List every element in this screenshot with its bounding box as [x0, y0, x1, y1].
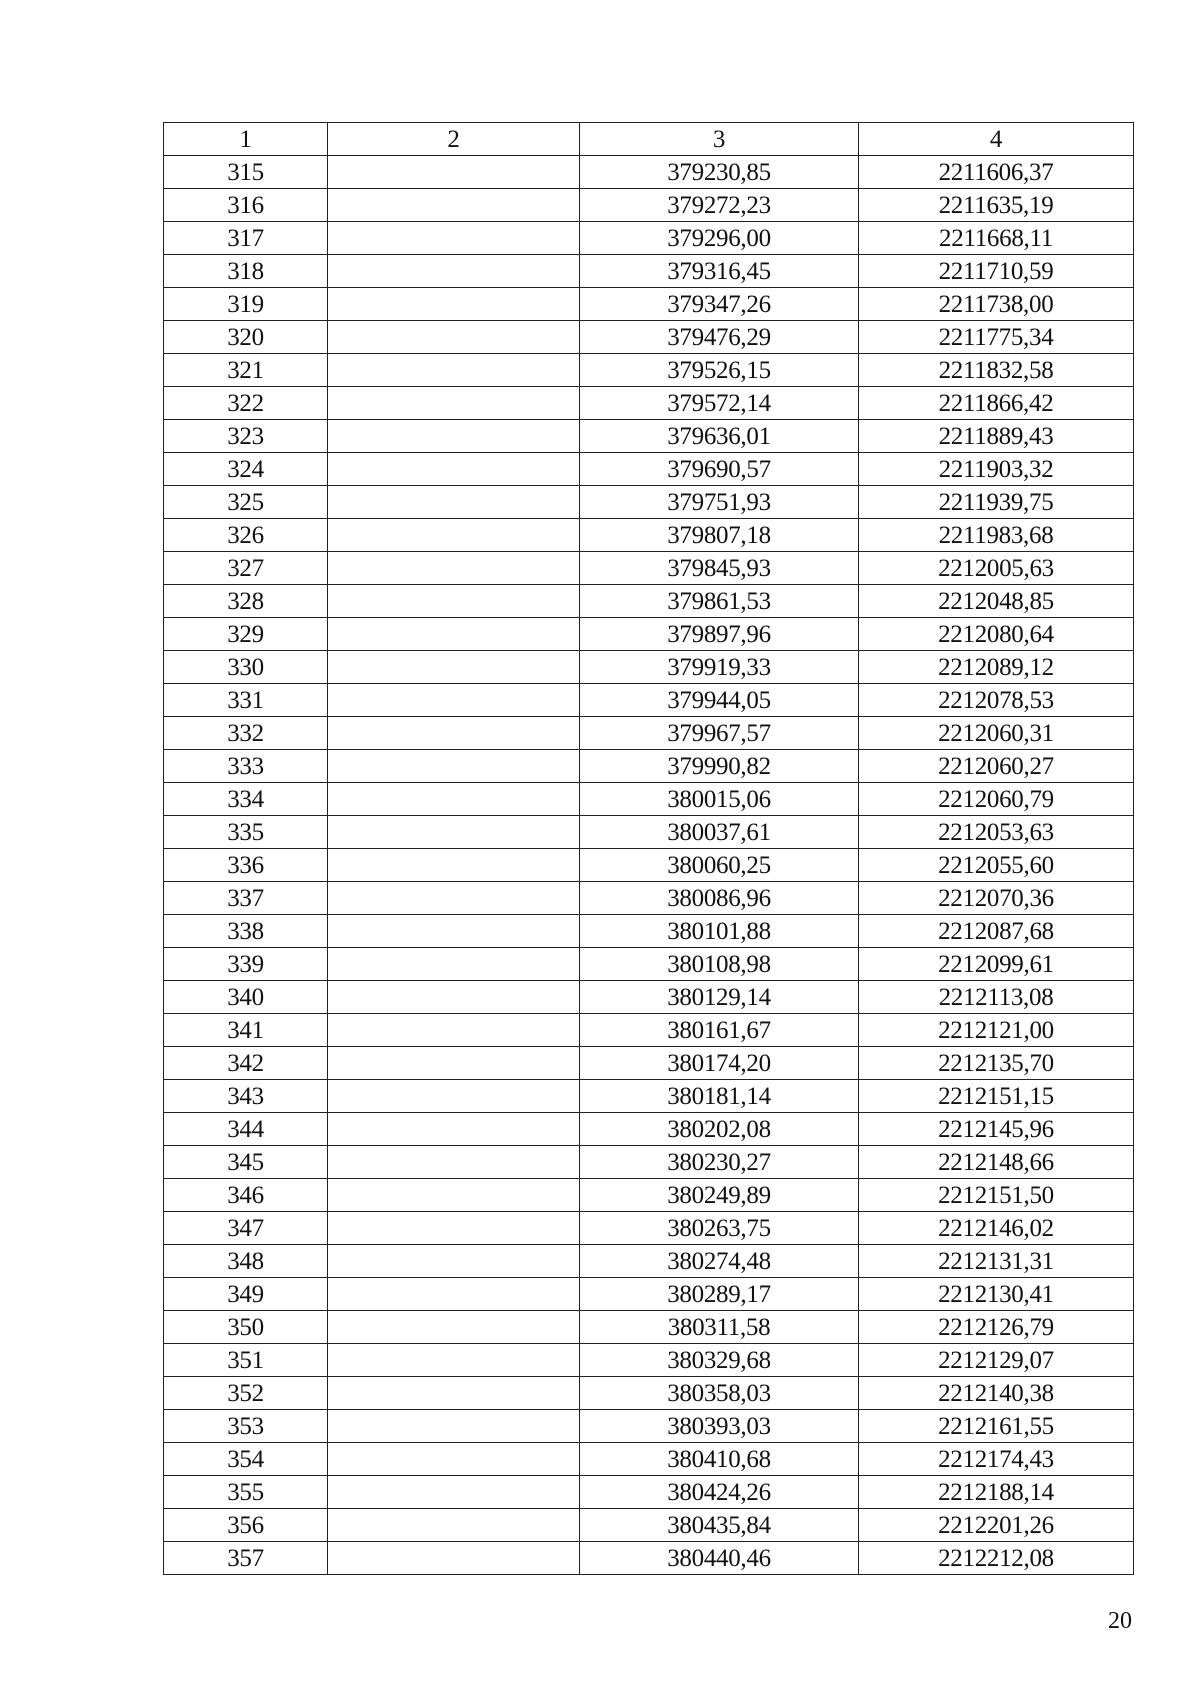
table-row	[164, 1377, 1134, 1410]
x-coordinate-cell: 379296,00	[580, 222, 859, 255]
empty-cell	[328, 585, 580, 618]
table-row	[164, 1113, 1134, 1146]
x-coordinate-cell: 380393,03	[580, 1410, 859, 1443]
point-number-cell: 323	[164, 420, 328, 453]
point-number-cell: 342	[164, 1047, 328, 1080]
point-number-cell: 348	[164, 1245, 328, 1278]
empty-cell	[328, 189, 580, 222]
table-row	[164, 783, 1134, 816]
x-coordinate-cell: 379316,45	[580, 255, 859, 288]
point-number-cell: 353	[164, 1410, 328, 1443]
point-number-cell: 322	[164, 387, 328, 420]
table-row	[164, 1146, 1134, 1179]
empty-cell	[328, 387, 580, 420]
empty-cell	[328, 651, 580, 684]
point-number-cell: 341	[164, 1014, 328, 1047]
y-coordinate-cell: 2212130,41	[859, 1278, 1134, 1311]
table-row	[164, 255, 1134, 288]
point-number-cell: 351	[164, 1344, 328, 1377]
empty-cell	[328, 453, 580, 486]
table-row	[164, 1344, 1134, 1377]
empty-cell	[328, 1311, 580, 1344]
empty-cell	[328, 1113, 580, 1146]
empty-cell	[328, 915, 580, 948]
point-number-cell: 339	[164, 948, 328, 981]
empty-cell	[328, 783, 580, 816]
x-coordinate-cell: 380311,58	[580, 1311, 859, 1344]
x-coordinate-cell: 379572,14	[580, 387, 859, 420]
table-row	[164, 552, 1134, 585]
empty-cell	[328, 1212, 580, 1245]
point-number-cell: 337	[164, 882, 328, 915]
x-coordinate-cell: 380161,67	[580, 1014, 859, 1047]
table-row	[164, 1047, 1134, 1080]
table-row	[164, 585, 1134, 618]
point-number-cell: 343	[164, 1080, 328, 1113]
x-coordinate-cell: 380230,27	[580, 1146, 859, 1179]
table-row	[164, 981, 1134, 1014]
x-coordinate-cell: 380435,84	[580, 1509, 859, 1542]
point-number-cell: 347	[164, 1212, 328, 1245]
y-coordinate-cell: 2212113,08	[859, 981, 1134, 1014]
column-header-4: 4	[859, 123, 1134, 156]
y-coordinate-cell: 2212126,79	[859, 1311, 1134, 1344]
table-row	[164, 189, 1134, 222]
x-coordinate-cell: 379897,96	[580, 618, 859, 651]
empty-cell	[328, 717, 580, 750]
point-number-cell: 356	[164, 1509, 328, 1542]
table-row	[164, 156, 1134, 189]
y-coordinate-cell: 2212060,31	[859, 717, 1134, 750]
table-body	[164, 156, 1134, 1575]
empty-cell	[328, 849, 580, 882]
x-coordinate-cell: 379690,57	[580, 453, 859, 486]
y-coordinate-cell: 2211738,00	[859, 288, 1134, 321]
x-coordinate-cell: 379526,15	[580, 354, 859, 387]
point-number-cell: 340	[164, 981, 328, 1014]
point-number-cell: 355	[164, 1476, 328, 1509]
table-row	[164, 486, 1134, 519]
empty-cell	[328, 1344, 580, 1377]
table-row	[164, 948, 1134, 981]
y-coordinate-cell: 2211775,34	[859, 321, 1134, 354]
y-coordinate-cell: 2211668,11	[859, 222, 1134, 255]
empty-cell	[328, 288, 580, 321]
point-number-cell: 321	[164, 354, 328, 387]
y-coordinate-cell: 2212212,08	[859, 1542, 1134, 1575]
table-row	[164, 387, 1134, 420]
point-number-cell: 330	[164, 651, 328, 684]
empty-cell	[328, 684, 580, 717]
table-row	[164, 849, 1134, 882]
x-coordinate-cell: 380015,06	[580, 783, 859, 816]
table-row	[164, 717, 1134, 750]
point-number-cell: 349	[164, 1278, 328, 1311]
x-coordinate-cell: 379861,53	[580, 585, 859, 618]
table-row	[164, 1311, 1134, 1344]
empty-cell	[328, 321, 580, 354]
point-number-cell: 332	[164, 717, 328, 750]
y-coordinate-cell: 2212053,63	[859, 816, 1134, 849]
table-row	[164, 354, 1134, 387]
point-number-cell: 345	[164, 1146, 328, 1179]
y-coordinate-cell: 2212145,96	[859, 1113, 1134, 1146]
empty-cell	[328, 420, 580, 453]
point-number-cell: 320	[164, 321, 328, 354]
point-number-cell: 344	[164, 1113, 328, 1146]
point-number-cell: 354	[164, 1443, 328, 1476]
empty-cell	[328, 1146, 580, 1179]
table-row	[164, 1014, 1134, 1047]
x-coordinate-cell: 380129,14	[580, 981, 859, 1014]
x-coordinate-cell: 379272,23	[580, 189, 859, 222]
y-coordinate-cell: 2212146,02	[859, 1212, 1134, 1245]
x-coordinate-cell: 380249,89	[580, 1179, 859, 1212]
empty-cell	[328, 1047, 580, 1080]
empty-cell	[328, 222, 580, 255]
empty-cell	[328, 618, 580, 651]
point-number-cell: 324	[164, 453, 328, 486]
y-coordinate-cell: 2212151,15	[859, 1080, 1134, 1113]
y-coordinate-cell: 2211889,43	[859, 420, 1134, 453]
table-row	[164, 882, 1134, 915]
empty-cell	[328, 1080, 580, 1113]
table-row	[164, 321, 1134, 354]
table-row	[164, 1410, 1134, 1443]
point-number-cell: 335	[164, 816, 328, 849]
x-coordinate-cell: 379230,85	[580, 156, 859, 189]
y-coordinate-cell: 2212055,60	[859, 849, 1134, 882]
y-coordinate-cell: 2212099,61	[859, 948, 1134, 981]
point-number-cell: 318	[164, 255, 328, 288]
x-coordinate-cell: 380274,48	[580, 1245, 859, 1278]
y-coordinate-cell: 2211606,37	[859, 156, 1134, 189]
x-coordinate-cell: 379967,57	[580, 717, 859, 750]
x-coordinate-cell: 380263,75	[580, 1212, 859, 1245]
x-coordinate-cell: 379919,33	[580, 651, 859, 684]
table-row	[164, 1542, 1134, 1575]
y-coordinate-cell: 2211866,42	[859, 387, 1134, 420]
point-number-cell: 331	[164, 684, 328, 717]
table-row	[164, 420, 1134, 453]
y-coordinate-cell: 2211983,68	[859, 519, 1134, 552]
y-coordinate-cell: 2211710,59	[859, 255, 1134, 288]
point-number-cell: 315	[164, 156, 328, 189]
empty-cell	[328, 1509, 580, 1542]
point-number-cell: 327	[164, 552, 328, 585]
point-number-cell: 357	[164, 1542, 328, 1575]
y-coordinate-cell: 2212174,43	[859, 1443, 1134, 1476]
column-header-3: 3	[580, 123, 859, 156]
x-coordinate-cell: 379476,29	[580, 321, 859, 354]
empty-cell	[328, 1179, 580, 1212]
table-row	[164, 288, 1134, 321]
empty-cell	[328, 816, 580, 849]
table-row	[164, 222, 1134, 255]
x-coordinate-cell: 380440,46	[580, 1542, 859, 1575]
empty-cell	[328, 1476, 580, 1509]
empty-cell	[328, 882, 580, 915]
table-row	[164, 1278, 1134, 1311]
table-row	[164, 1212, 1134, 1245]
empty-cell	[328, 1014, 580, 1047]
y-coordinate-cell: 2212161,55	[859, 1410, 1134, 1443]
empty-cell	[328, 750, 580, 783]
x-coordinate-cell: 380358,03	[580, 1377, 859, 1410]
table-row	[164, 651, 1134, 684]
y-coordinate-cell: 2212129,07	[859, 1344, 1134, 1377]
table-row	[164, 1179, 1134, 1212]
x-coordinate-cell: 380101,88	[580, 915, 859, 948]
table-row	[164, 618, 1134, 651]
empty-cell	[328, 1410, 580, 1443]
point-number-cell: 350	[164, 1311, 328, 1344]
empty-cell	[328, 486, 580, 519]
x-coordinate-cell: 379807,18	[580, 519, 859, 552]
y-coordinate-cell: 2212005,63	[859, 552, 1134, 585]
point-number-cell: 334	[164, 783, 328, 816]
empty-cell	[328, 1278, 580, 1311]
point-number-cell: 328	[164, 585, 328, 618]
y-coordinate-cell: 2212151,50	[859, 1179, 1134, 1212]
y-coordinate-cell: 2211939,75	[859, 486, 1134, 519]
point-number-cell: 326	[164, 519, 328, 552]
empty-cell	[328, 552, 580, 585]
x-coordinate-cell: 380086,96	[580, 882, 859, 915]
coordinates-table	[163, 122, 1134, 1575]
x-coordinate-cell: 380060,25	[580, 849, 859, 882]
empty-cell	[328, 1443, 580, 1476]
table-row	[164, 915, 1134, 948]
column-header-1: 1	[164, 123, 328, 156]
y-coordinate-cell: 2212078,53	[859, 684, 1134, 717]
table-row	[164, 519, 1134, 552]
y-coordinate-cell: 2212087,68	[859, 915, 1134, 948]
y-coordinate-cell: 2212135,70	[859, 1047, 1134, 1080]
point-number-cell: 325	[164, 486, 328, 519]
y-coordinate-cell: 2212201,26	[859, 1509, 1134, 1542]
x-coordinate-cell: 380289,17	[580, 1278, 859, 1311]
y-coordinate-cell: 2212080,64	[859, 618, 1134, 651]
y-coordinate-cell: 2211635,19	[859, 189, 1134, 222]
x-coordinate-cell: 379751,93	[580, 486, 859, 519]
table-row	[164, 816, 1134, 849]
y-coordinate-cell: 2212131,31	[859, 1245, 1134, 1278]
empty-cell	[328, 948, 580, 981]
empty-cell	[328, 1542, 580, 1575]
x-coordinate-cell: 379944,05	[580, 684, 859, 717]
y-coordinate-cell: 2212089,12	[859, 651, 1134, 684]
point-number-cell: 336	[164, 849, 328, 882]
table-row	[164, 1245, 1134, 1278]
point-number-cell: 316	[164, 189, 328, 222]
empty-cell	[328, 981, 580, 1014]
table-row	[164, 1509, 1134, 1542]
table-row	[164, 684, 1134, 717]
point-number-cell: 338	[164, 915, 328, 948]
page-number: 20	[1108, 1608, 1132, 1634]
table-header-row	[164, 123, 1134, 156]
y-coordinate-cell: 2212060,27	[859, 750, 1134, 783]
y-coordinate-cell: 2212188,14	[859, 1476, 1134, 1509]
point-number-cell: 352	[164, 1377, 328, 1410]
x-coordinate-cell: 380037,61	[580, 816, 859, 849]
y-coordinate-cell: 2212121,00	[859, 1014, 1134, 1047]
point-number-cell: 346	[164, 1179, 328, 1212]
x-coordinate-cell: 380424,26	[580, 1476, 859, 1509]
x-coordinate-cell: 380174,20	[580, 1047, 859, 1080]
x-coordinate-cell: 380108,98	[580, 948, 859, 981]
y-coordinate-cell: 2212070,36	[859, 882, 1134, 915]
column-header-2: 2	[328, 123, 580, 156]
x-coordinate-cell: 379347,26	[580, 288, 859, 321]
empty-cell	[328, 156, 580, 189]
table-row	[164, 1080, 1134, 1113]
point-number-cell: 333	[164, 750, 328, 783]
empty-cell	[328, 1245, 580, 1278]
empty-cell	[328, 255, 580, 288]
x-coordinate-cell: 379990,82	[580, 750, 859, 783]
table-row	[164, 1443, 1134, 1476]
empty-cell	[328, 519, 580, 552]
x-coordinate-cell: 380202,08	[580, 1113, 859, 1146]
x-coordinate-cell: 379845,93	[580, 552, 859, 585]
y-coordinate-cell: 2212060,79	[859, 783, 1134, 816]
y-coordinate-cell: 2211903,32	[859, 453, 1134, 486]
x-coordinate-cell: 380329,68	[580, 1344, 859, 1377]
table-row	[164, 750, 1134, 783]
empty-cell	[328, 1377, 580, 1410]
x-coordinate-cell: 379636,01	[580, 420, 859, 453]
x-coordinate-cell: 380410,68	[580, 1443, 859, 1476]
point-number-cell: 319	[164, 288, 328, 321]
y-coordinate-cell: 2211832,58	[859, 354, 1134, 387]
point-number-cell: 329	[164, 618, 328, 651]
y-coordinate-cell: 2212048,85	[859, 585, 1134, 618]
y-coordinate-cell: 2212148,66	[859, 1146, 1134, 1179]
empty-cell	[328, 354, 580, 387]
point-number-cell: 317	[164, 222, 328, 255]
x-coordinate-cell: 380181,14	[580, 1080, 859, 1113]
table-row	[164, 1476, 1134, 1509]
table-row	[164, 453, 1134, 486]
y-coordinate-cell: 2212140,38	[859, 1377, 1134, 1410]
